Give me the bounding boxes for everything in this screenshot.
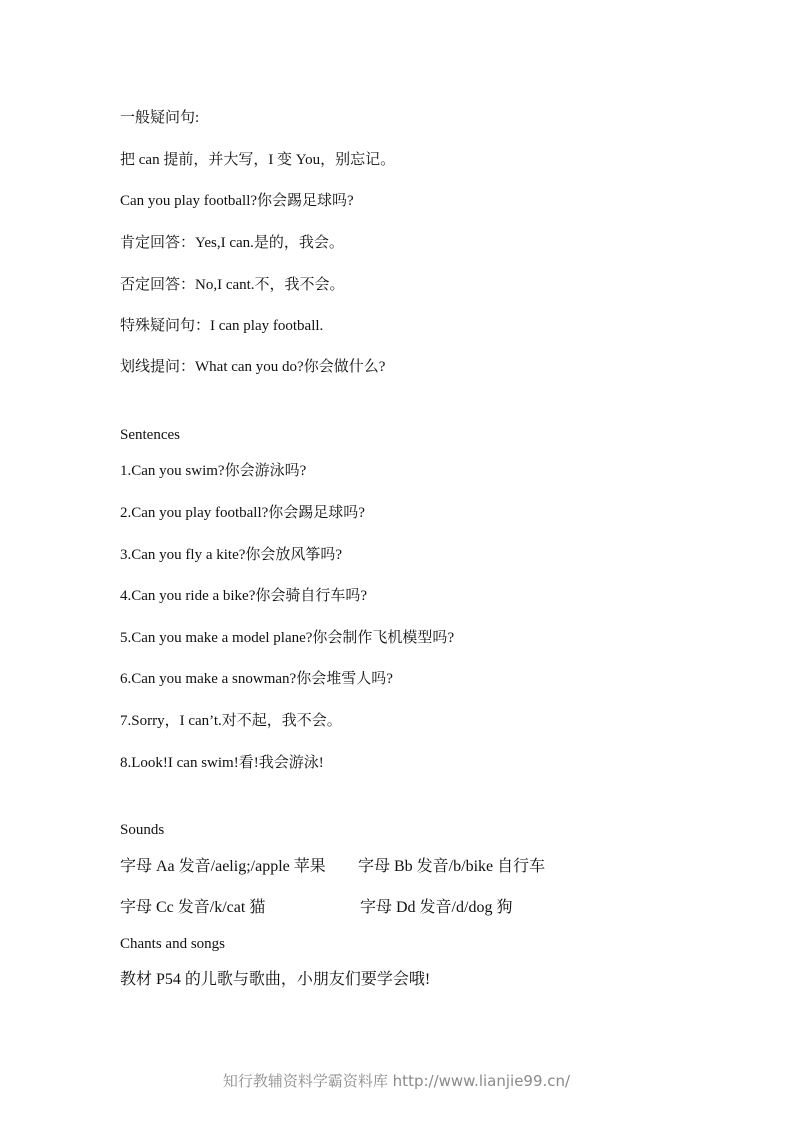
chants-text: 教材 P54 的儿歌与歌曲，小朋友们要学会哦! xyxy=(120,971,431,988)
page-footer: 知行教辅资料学霸资料库 http://www.lianjie99.cn/ xyxy=(222,1072,571,1090)
sentence-item: 4.Can you ride a bike?你会骑自行车吗? xyxy=(120,588,368,604)
sound-dd: 字母 Dd 发音/d/dog 狗 xyxy=(360,899,513,916)
sentence-item: 5.Can you make a model plane?你会制作飞机模型吗? xyxy=(120,630,455,646)
grammar-underline-question: 划线提问：What can you do?你会做什么? xyxy=(120,359,386,375)
sounds-heading: Sounds xyxy=(120,822,165,838)
sentence-item: 3.Can you fly a kite?你会放风筝吗? xyxy=(120,547,343,563)
grammar-special-question: 特殊疑问句：I can play football. xyxy=(120,318,324,334)
grammar-example: Can you play football?你会踢足球吗? xyxy=(120,193,354,209)
chants-heading: Chants and songs xyxy=(120,936,225,952)
sentence-item: 7.Sorry，I can’t.对不起，我不会。 xyxy=(120,713,342,729)
sounds-row xyxy=(120,898,680,918)
sound-cc: 字母 Cc 发音/k/cat 猫 xyxy=(120,899,266,916)
sentence-item: 1.Can you swim?你会游泳吗? xyxy=(120,463,307,479)
grammar-negative: 否定回答：No,I cant.不，我不会。 xyxy=(120,277,345,293)
sentences-heading: Sentences xyxy=(120,427,180,443)
grammar-heading: 一般疑问句: xyxy=(120,110,200,126)
grammar-affirmative: 肯定回答：Yes,I can.是的，我会。 xyxy=(120,235,344,251)
grammar-rule: 把 can 提前，并大写，I 变 You，别忘记。 xyxy=(120,152,396,168)
sound-bb: 字母 Bb 发音/b/bike 自行车 xyxy=(358,858,546,875)
sentence-item: 6.Can you make a snowman?你会堆雪人吗? xyxy=(120,671,393,687)
sentence-item: 8.Look!I can swim!看!我会游泳! xyxy=(120,755,324,771)
sentence-item: 2.Can you play football?你会踢足球吗? xyxy=(120,505,365,521)
sound-aa: 字母 Aa 发音/aelig;/apple 苹果 xyxy=(120,858,326,875)
sounds-row xyxy=(120,857,680,877)
